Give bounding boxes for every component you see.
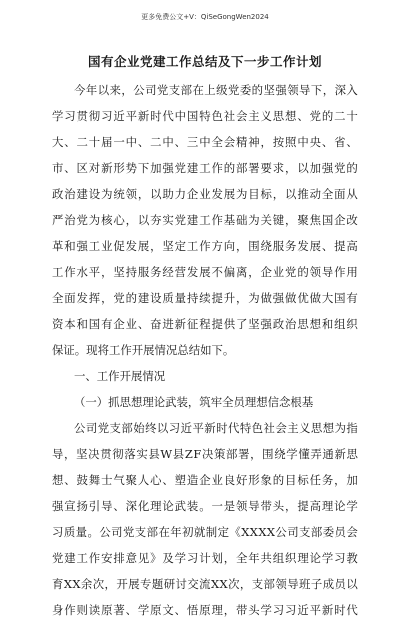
paragraph-line: 党 建 工 作 安 排 意 见 》 及 学 习 计 划 ， 全 年 共 组 织 理 论 学 习 教 — [52, 551, 358, 565]
paragraph-line: 习 质 量 。 公 司 党 支 部 在 年 初 就 制 定 《 X X X X 公 司 支 部 委 员 会 — [52, 525, 358, 539]
paragraph-line: 育 X X 余 次 ， 开 展 专 题 研 讨 交 流 X X 次 ， 支 部 领 导 班 子 成 员 以 — [52, 577, 358, 591]
paragraph-line: 政 治 建 设 为 统 领 ， 以 助 力 企 业 发 展 为 目 标 ， 以 推 动 全 面 从 — [52, 187, 358, 201]
paragraph-line: 工 作 水 平 ， 坚 持 服 务 经 营 发 展 不 偏 离 ， 企 业 党 的 领 导 作 用 — [52, 265, 358, 279]
paragraph-line: 大 、 二 十 届 一 中 、 二 中 、 三 中 全 会 精 神 ， 按 照 中 央 、 省 、 — [52, 135, 358, 149]
paragraph-line: 严 治 党 为 核 心 ， 以 夯 实 党 建 工 作 基 础 为 关 键 ， 聚 焦 国 企 改 — [52, 213, 358, 227]
paragraph-line: 市 、 区 对 新 形 势 下 加 强 党 建 工 作 的 部 署 要 求 ， 以 加 强 党 的 — [52, 161, 358, 175]
header-note: 更多免费公文+V：QiSeGongWen2024 — [141, 13, 269, 21]
document-body — [52, 77, 358, 623]
section-heading: 一、工作开展情况 — [74, 369, 166, 383]
paragraph-line: 革 和 强 工 业 促 发 展 ， 坚 定 工 作 方 向 ， 围 绕 服 务 发 展 、 提 高 — [52, 239, 358, 253]
paragraph-line: 导 ， 坚 决 贯 彻 落 实 县 W 县 Z F 决 策 部 署 ， 围 绕 学 懂 弄 通 新 思 — [52, 447, 358, 461]
paragraph-line: 身 作 则 读 原 著 、 学 原 文 、 悟 原 理 ， 带 头 学 习 习 近 平 新 时 代 — [52, 603, 358, 617]
subsection-heading: （一）抓思想理论武装，筑牢全员理想信念根基 — [74, 395, 314, 409]
paragraph-line: 资 本 和 国 有 企 业 、 奋 进 新 征 程 提 供 了 坚 强 政 治 思 想 和 组 织 — [52, 317, 358, 331]
paragraph-line: 保证。现将工作开展情况总结如下。 — [52, 343, 235, 357]
paragraph-line: 学 习 贯 彻 习 近 平 新 时 代 中 国 特 色 社 会 主 义 思 想 、 党 的 二 十 — [52, 109, 358, 123]
paragraph-line: 今 年 以 来 ， 公 司 党 支 部 在 上 级 党 委 的 坚 强 领 导 下 ， 深 入 — [74, 83, 358, 97]
paragraph-line: 全 面 发 挥 ， 党 的 建 设 质 量 持 续 提 升 ， 为 做 强 做 优 做 大 国 有 — [52, 291, 358, 305]
paragraph-line: 公 司 党 支 部 始 终 以 习 近 平 新 时 代 特 色 社 会 主 义 思 想 为 指 — [74, 421, 358, 435]
paragraph-line: 强 宣 扬 引 导 、 深 化 理 论 武 装 。 一 是 领 导 带 头 ， 提 高 理 论 学 — [52, 499, 358, 513]
document-title: 国有企业党建工作总结及下一步工作计划 — [87, 54, 322, 69]
paragraph-line: 想 、 鼓 舞 士 气 聚 人 心 、 塑 造 企 业 良 好 形 象 的 目 标 任 务 ， 加 — [52, 473, 358, 487]
